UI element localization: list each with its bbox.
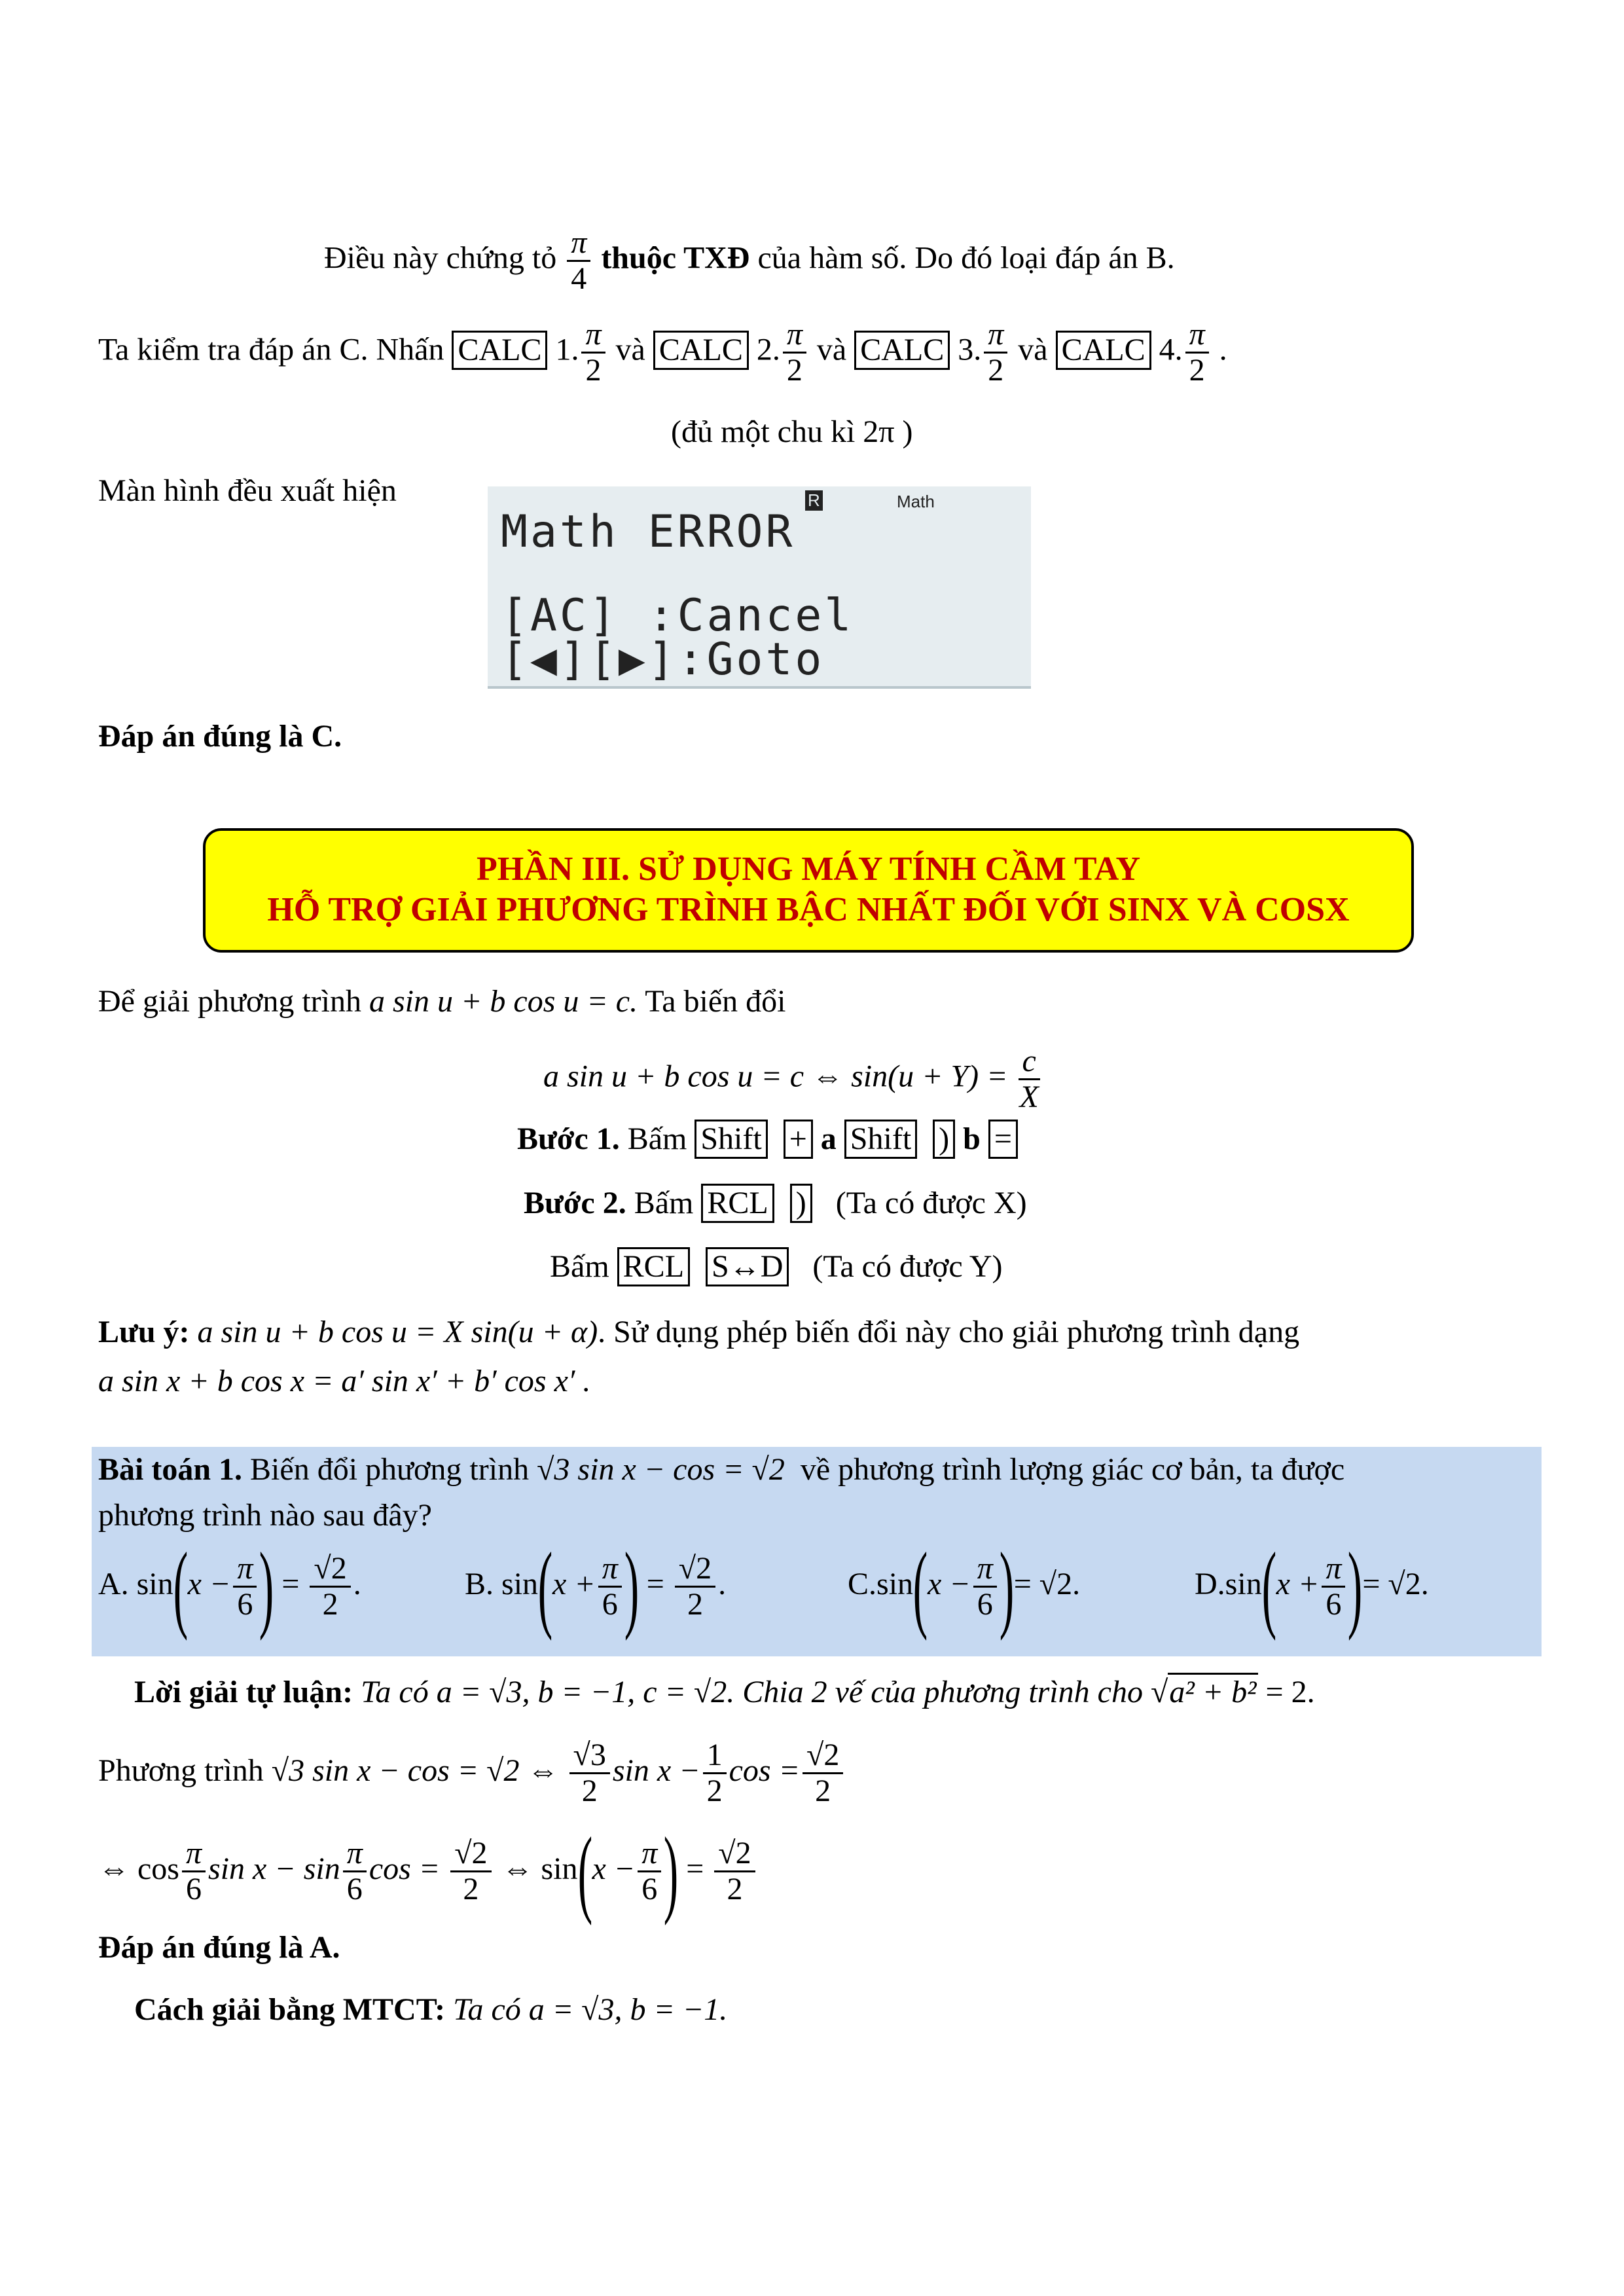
note: (Ta có được Y) bbox=[812, 1249, 1003, 1284]
inner: x − bbox=[187, 1567, 231, 1601]
key-rcl: RCL bbox=[701, 1184, 774, 1223]
key-paren: ) bbox=[933, 1120, 955, 1159]
paren: ( bbox=[912, 1532, 928, 1641]
note: (Ta có được X) bbox=[835, 1186, 1027, 1220]
eq: = bbox=[281, 1567, 300, 1601]
option-label: A. bbox=[98, 1567, 129, 1601]
paragraph-method bbox=[98, 982, 785, 1021]
paragraph-screen: Màn hình đều xuất hiện bbox=[98, 473, 397, 508]
eq: = bbox=[686, 1851, 704, 1886]
lcd-line-2: [AC] :Cancel bbox=[501, 590, 854, 642]
fraction-sqrt2-2: $\frac{√2}{2}$ bbox=[450, 1836, 491, 1906]
paren: ) bbox=[663, 1817, 679, 1926]
key-calc: CALC bbox=[1056, 331, 1151, 370]
mtct-line bbox=[134, 1990, 727, 2030]
text: về phương trình lượng giác cơ bản, ta được bbox=[800, 1452, 1345, 1487]
fraction-1-2: $\frac{1}{2}$ bbox=[703, 1738, 727, 1808]
text-and: và bbox=[816, 332, 847, 367]
problem-statement bbox=[98, 1450, 1344, 1489]
text: sin x − bbox=[612, 1753, 700, 1788]
item-1: 1. bbox=[555, 332, 579, 367]
problem-line-2: phương trình nào sau đây? bbox=[98, 1498, 432, 1533]
sin: sin bbox=[1225, 1567, 1262, 1601]
key-calc: CALC bbox=[854, 331, 950, 370]
paren: ) bbox=[1348, 1532, 1363, 1641]
inner: x + bbox=[1276, 1567, 1320, 1601]
text: Ta có a = √3, b = −1, c = √2. Chia 2 vế của phương trình cho bbox=[361, 1675, 1143, 1709]
text-and: và bbox=[1018, 332, 1048, 367]
equation: √3 sin x − cos = √2 bbox=[537, 1452, 785, 1487]
paren: ) bbox=[999, 1532, 1014, 1641]
text: Điều này chứng tỏ bbox=[324, 240, 557, 276]
key-shift: Shift bbox=[695, 1120, 767, 1159]
key-calc: CALC bbox=[653, 331, 749, 370]
option-label: D. bbox=[1195, 1567, 1225, 1601]
period: . bbox=[353, 1567, 361, 1601]
indicator-r: R bbox=[805, 490, 823, 511]
item-3: 3. bbox=[958, 332, 982, 367]
option-label: B. bbox=[465, 1567, 494, 1601]
key-paren: ) bbox=[790, 1184, 812, 1223]
indicator-math: Math bbox=[897, 492, 935, 511]
step-1 bbox=[517, 1120, 1018, 1159]
mtct-label: Cách giải bằng MTCT: bbox=[134, 1992, 446, 2027]
text: . Sử dụng phép biến đổi này cho giải phương trình dạng bbox=[598, 1315, 1300, 1349]
fraction-rhs: $\frac{√2}{2}$ bbox=[310, 1552, 350, 1622]
problem-label: Bài toán 1. bbox=[98, 1452, 243, 1487]
step-2 bbox=[524, 1184, 1027, 1223]
fraction-pi-6: $\frac{\pi}{6}$ bbox=[233, 1552, 257, 1622]
rhs: = √2. bbox=[1362, 1567, 1429, 1601]
text: Bấm bbox=[627, 1121, 687, 1156]
text: Ta có a = √3, b = −1. bbox=[453, 1992, 728, 2027]
paragraph-period: (đủ một chu kì 2π ) bbox=[671, 414, 913, 449]
fraction-pi-6: $\frac{\pi}{6}$ bbox=[598, 1552, 622, 1622]
paren: ( bbox=[577, 1817, 592, 1926]
paren: ) bbox=[259, 1532, 274, 1641]
fraction-pi-over-2: $\frac{\pi}{2}$ bbox=[984, 318, 1007, 388]
equation: √3 sin x − cos = √2 ⇔ bbox=[271, 1753, 559, 1788]
solution-line-3 bbox=[98, 1817, 758, 1926]
period: . bbox=[718, 1567, 727, 1601]
fraction-pi-over-2: $\frac{\pi}{2}$ bbox=[1185, 318, 1209, 388]
text: Bấm bbox=[634, 1186, 694, 1220]
text: Để giải phương trình bbox=[98, 984, 361, 1019]
option-b bbox=[465, 1532, 727, 1641]
text: = 2. bbox=[1265, 1675, 1315, 1709]
text: Ta kiểm tra đáp án C. Nhấn bbox=[98, 332, 444, 367]
paren: ( bbox=[173, 1532, 188, 1641]
banner-line-1: PHẦN III. SỬ DỤNG MÁY TÍNH CẦM TAY bbox=[476, 850, 1141, 888]
bold-text: thuộc TXĐ bbox=[601, 240, 750, 276]
fraction-pi-over-2: $\frac{\pi}{2}$ bbox=[783, 318, 806, 388]
fraction-pi-6: $\frac{\pi}{6}$ bbox=[343, 1836, 367, 1906]
var-b: b bbox=[963, 1121, 981, 1156]
var-a: a bbox=[820, 1121, 837, 1156]
text: của hàm số. Do đó loại đáp án B. bbox=[757, 240, 1175, 276]
fraction-pi-over-2: $\frac{\pi}{2}$ bbox=[581, 318, 605, 388]
fraction-sqrt2-2: $\frac{√2}{2}$ bbox=[714, 1836, 755, 1906]
solution-label: Lời giải tự luận: bbox=[134, 1675, 353, 1709]
inner: x − bbox=[592, 1851, 636, 1886]
paragraph-txd bbox=[324, 226, 1175, 296]
text: Biến đổi phương trình bbox=[250, 1452, 530, 1487]
option-c bbox=[848, 1532, 1081, 1641]
equation: a sin u + b cos u = c. bbox=[369, 984, 638, 1019]
text: Ta biến đổi bbox=[645, 984, 786, 1019]
text: cos = bbox=[369, 1851, 441, 1886]
paren: ( bbox=[1261, 1532, 1276, 1641]
sin: sin bbox=[136, 1567, 173, 1601]
banner-line-2: HỖ TRỢ GIẢI PHƯƠNG TRÌNH BẬC NHẤT ĐỐI VỚI SINX VÀ COSX bbox=[267, 891, 1350, 928]
inner: x + bbox=[552, 1567, 596, 1601]
step-label: Bước 1. bbox=[517, 1121, 620, 1156]
sin: sin bbox=[501, 1567, 539, 1601]
transform-equation bbox=[543, 1044, 1043, 1114]
answer-c: Đáp án đúng là C. bbox=[98, 719, 342, 754]
inner: x − bbox=[927, 1567, 971, 1601]
paren: ) bbox=[624, 1532, 639, 1641]
item-4: 4. bbox=[1159, 332, 1183, 367]
step-3 bbox=[550, 1247, 1003, 1286]
text: Phương trình bbox=[98, 1753, 264, 1788]
fraction-pi-6: $\frac{\pi}{6}$ bbox=[973, 1552, 997, 1622]
fraction-rhs: $\frac{√2}{2}$ bbox=[675, 1552, 715, 1622]
sqrt-expression: √a² + b² bbox=[1151, 1673, 1258, 1712]
rhs: = √2. bbox=[1013, 1567, 1081, 1601]
fraction-pi-6: $\frac{\pi}{6}$ bbox=[1322, 1552, 1345, 1622]
solution-line-2 bbox=[98, 1728, 846, 1813]
paragraph-calc bbox=[98, 318, 1227, 388]
eq: = bbox=[646, 1567, 664, 1601]
equation: a sin u + b cos u = X sin(u + α) bbox=[197, 1315, 598, 1349]
text: ⇔ sin bbox=[501, 1851, 578, 1886]
fraction-pi-6: $\frac{\pi}{6}$ bbox=[638, 1836, 661, 1906]
fraction-pi-over-4: $\frac{\pi}{4}$ bbox=[567, 226, 590, 296]
calculator-screen bbox=[488, 486, 1031, 689]
paren: ( bbox=[537, 1532, 553, 1641]
answer-a: Đáp án đúng là A. bbox=[98, 1930, 340, 1965]
solution-line-1 bbox=[134, 1673, 1315, 1712]
section-banner bbox=[203, 828, 1414, 953]
period: . bbox=[1219, 332, 1227, 367]
fraction-c-over-x: $\frac{c}{X}$ bbox=[1019, 1044, 1039, 1114]
option-a bbox=[98, 1532, 361, 1641]
equation: a sin u + b cos u = c ⇔ sin(u + Y) = bbox=[543, 1059, 1008, 1094]
text: Bấm bbox=[550, 1249, 609, 1284]
item-2: 2. bbox=[756, 332, 780, 367]
fraction-sqrt2-2: $\frac{√2}{2}$ bbox=[803, 1738, 843, 1808]
key-equals: = bbox=[988, 1120, 1018, 1159]
text: sin x − sin bbox=[208, 1851, 340, 1886]
note-label: Lưu ý: bbox=[98, 1315, 190, 1349]
option-label: C. bbox=[848, 1567, 877, 1601]
fraction-sqrt3-2: $\frac{√3}{2}$ bbox=[569, 1738, 610, 1808]
text: ⇔ cos bbox=[98, 1851, 179, 1886]
note-line-2: a sin x + b cos x = a′ sin x′ + b′ cos x′ . bbox=[98, 1364, 591, 1398]
lcd-line-3: [◀][▶]:Goto bbox=[501, 634, 825, 685]
key-plus: + bbox=[784, 1120, 813, 1159]
note-paragraph bbox=[98, 1313, 1299, 1352]
text-and: và bbox=[615, 332, 645, 367]
lcd-line-1: Math ERROR bbox=[501, 506, 795, 558]
key-calc: CALC bbox=[452, 331, 547, 370]
key-rcl: RCL bbox=[617, 1247, 690, 1286]
text: cos = bbox=[729, 1753, 800, 1788]
option-d bbox=[1195, 1532, 1429, 1641]
step-label: Bước 2. bbox=[524, 1186, 626, 1220]
fraction-pi-6: $\frac{\pi}{6}$ bbox=[182, 1836, 206, 1906]
key-shift: Shift bbox=[844, 1120, 917, 1159]
sin: sin bbox=[876, 1567, 914, 1601]
key-s-d: S↔D bbox=[706, 1247, 789, 1286]
